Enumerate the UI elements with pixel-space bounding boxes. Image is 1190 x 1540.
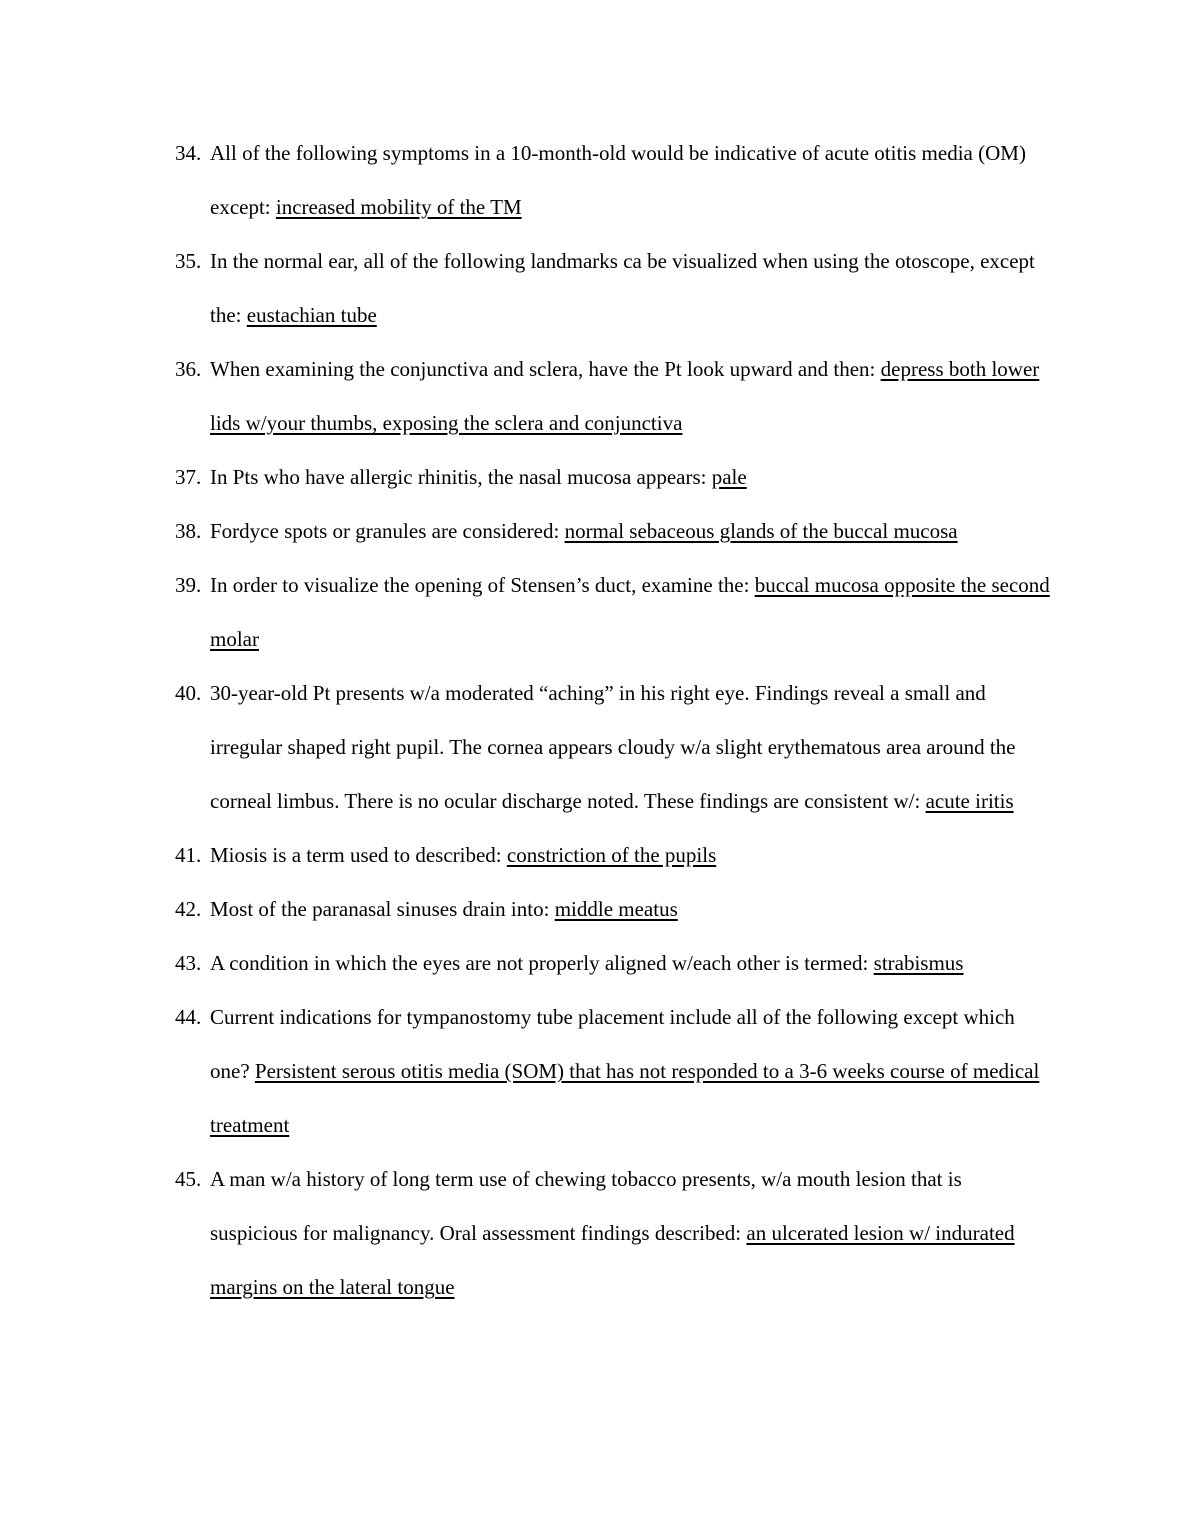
question-stem: Fordyce spots or granules are considered: [210, 519, 565, 543]
question-text [210, 843, 716, 867]
answer-text: buccal mucosa opposite the second molar [210, 573, 1050, 651]
question-number: 44. [175, 1005, 202, 1029]
question-item [175, 450, 1051, 504]
question-text [210, 681, 1016, 813]
question-stem: Most of the paranasal sinuses drain into: [210, 897, 555, 921]
question-number: 41. [175, 843, 202, 867]
question-item [175, 990, 1051, 1152]
question-number: 34. [175, 141, 202, 165]
question-item [175, 342, 1051, 450]
question-number: 36. [175, 357, 202, 381]
question-text [210, 519, 958, 543]
question-text [210, 249, 1035, 327]
question-item [175, 1152, 1051, 1314]
answer-text: eustachian tube [246, 303, 377, 327]
question-text [210, 573, 1050, 651]
question-stem: All of the following symptoms in a 10-month-old would be indicative of acute otitis media (OM) except: [210, 141, 1026, 219]
answer-text: strabismus [873, 951, 964, 975]
question-stem: A condition in which the eyes are not properly aligned w/each other is termed: [210, 951, 874, 975]
answer-text: pale [711, 465, 747, 489]
question-item [175, 504, 1051, 558]
answer-text: Persistent serous otitis media (SOM) that has not responded to a 3-6 weeks course of medical treatment [210, 1059, 1040, 1137]
question-item [175, 558, 1051, 666]
question-item [175, 126, 1051, 234]
question-text [210, 465, 747, 489]
question-stem: In the normal ear, all of the following landmarks ca be visualized when using the otoscope, except the: [210, 249, 1035, 327]
question-stem: In order to visualize the opening of Stensen’s duct, examine the: [210, 573, 755, 597]
answer-text: middle meatus [554, 897, 678, 921]
question-number: 39. [175, 573, 202, 597]
question-number: 38. [175, 519, 202, 543]
question-text [210, 1167, 1015, 1299]
question-text [210, 357, 1039, 435]
question-item [175, 666, 1051, 828]
answer-text: depress both lower lids w/your thumbs, exposing the sclera and conjunctiva [210, 357, 1040, 435]
question-text [210, 141, 1026, 219]
question-number: 45. [175, 1167, 202, 1191]
question-text [210, 897, 678, 921]
answer-text: constriction of the pupils [506, 843, 717, 867]
question-item [175, 828, 1051, 882]
answer-text: increased mobility of the TM [275, 195, 522, 219]
question-number: 37. [175, 465, 202, 489]
question-stem: When examining the conjunctiva and sclera, have the Pt look upward and then: [210, 357, 881, 381]
question-number: 42. [175, 897, 202, 921]
question-stem: Miosis is a term used to described: [210, 843, 507, 867]
question-stem: A man w/a history of long term use of chewing tobacco presents, w/a mouth lesion that is suspicious for malignancy. Oral assessment findings described: [210, 1167, 962, 1245]
question-stem: In Pts who have allergic rhinitis, the nasal mucosa appears: [210, 465, 712, 489]
question-item [175, 936, 1051, 990]
question-item [175, 234, 1051, 342]
question-number: 43. [175, 951, 202, 975]
answer-text: an ulcerated lesion w/ indurated margins on the lateral tongue [210, 1221, 1015, 1299]
question-text [210, 951, 963, 975]
answer-text: acute iritis [925, 789, 1014, 813]
question-list [175, 126, 1051, 1314]
question-item [175, 882, 1051, 936]
question-stem: Current indications for tympanostomy tube placement include all of the following except which one? [210, 1005, 1015, 1083]
question-number: 35. [175, 249, 202, 273]
answer-text: normal sebaceous glands of the buccal mucosa [564, 519, 958, 543]
question-text [210, 1005, 1039, 1137]
question-number: 40. [175, 681, 202, 705]
question-stem: 30-year-old Pt presents w/a moderated “aching” in his right eye. Findings reveal a small and irregular shaped right pupil. The cornea appears cloudy w/a slight erythematous area around the corneal limbus. There is no ocular discharge noted. These findings are consistent w/: [210, 681, 1016, 813]
